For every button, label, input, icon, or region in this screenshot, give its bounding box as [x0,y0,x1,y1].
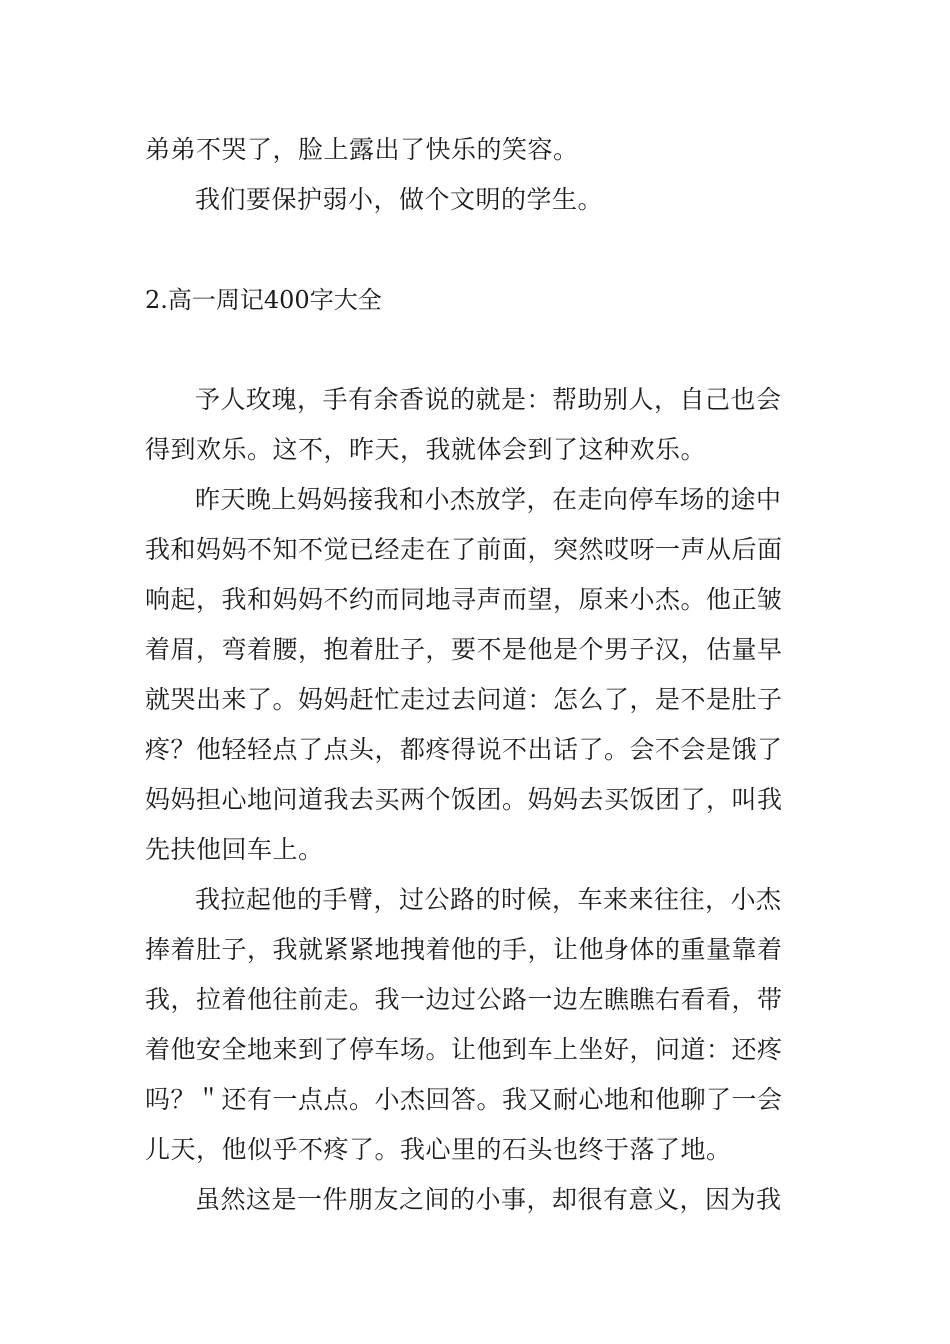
text-line: 弟弟不哭了，脸上露出了快乐的笑容。 [145,135,579,164]
text-line: 儿天，他似乎不疼了。我心里的石头也终于落了地。 [145,1135,732,1164]
text-line: 我拉起他的手臂，过公路的时候，车来来往往，小杰 [195,885,782,914]
text-line: 疼？他轻轻点了点头，都疼得说不出话了。会不会是饿了 [145,735,783,764]
text-line: 昨天晚上妈妈接我和小杰放学，在走向停车场的途中 [195,485,782,514]
text-line: 捧着肚子，我就紧紧地拽着他的手，让他身体的重量靠着 [145,935,783,964]
text-line: 得到欢乐。这不，昨天，我就体会到了这种欢乐。 [145,435,707,464]
text-line: 先扶他回车上。 [145,835,324,864]
text-line: 妈妈担心地问道我去买两个饭团。妈妈去买饭团了，叫我 [145,785,783,814]
text-line: 我，拉着他往前走。我一边过公路一边左瞧瞧右看看，带 [145,985,783,1014]
text-line: 我们要保护弱小，做个文明的学生。 [195,185,604,214]
section-heading: 2.高一周记400字大全 [145,286,382,314]
text-line: 我和妈妈不知不觉已经走在了前面，突然哎呀一声从后面 [145,535,783,564]
text-line: 着他安全地来到了停车场。让他到车上坐好，问道：还疼 [145,1035,783,1064]
text-line: 虽然这是一件朋友之间的小事，却很有意义，因为我 [195,1185,782,1214]
text-line: 予人玫瑰，手有余香说的就是：帮助别人，自己也会 [195,385,782,414]
text-line: 就哭出来了。妈妈赶忙走过去问道：怎么了，是不是肚子 [145,685,783,714]
text-line: 响起，我和妈妈不约而同地寻声而望，原来小杰。他正皱 [145,585,783,614]
text-line: 着眉，弯着腰，抱着肚子，要不是他是个男子汉，估量早 [145,635,783,664]
text-line: 吗？＂还有一点点。小杰回答。我又耐心地和他聊了一会 [145,1085,783,1114]
